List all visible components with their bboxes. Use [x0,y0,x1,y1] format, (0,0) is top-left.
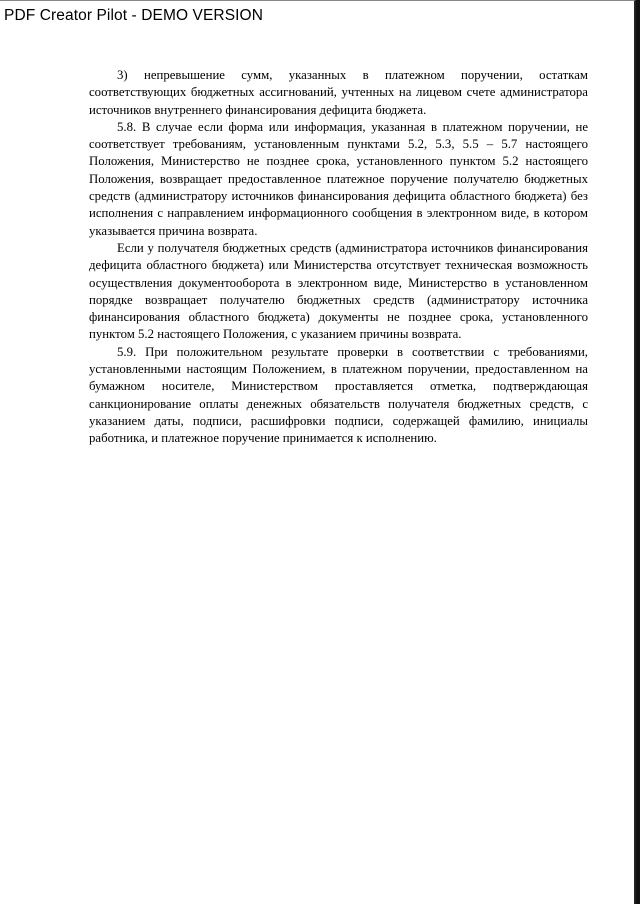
demo-watermark: PDF Creator Pilot - DEMO VERSION [4,7,263,24]
page-edge [636,0,640,904]
paragraph-5-8: 5.8. В случае если форма или информация, указанная в платежном поручении, не соответствует требованиям, установленным пунктами 5.2, 5.3, 5.5 – 5.7 настоящего Положения, Министерство не позднее срока, установленного пунктом 5.2 настоящего Положения, возвращает предоставленное платежное поручение получателю бюджетных средств (администратору источников финансирования дефицита областного бюджета) без исполнения с направлением информационного сообщения в электронном виде, в котором указывается причина возврата. [89,119,588,238]
paragraph-5-9: 5.9. При положительном результате проверки в соответствии с требованиями, установленными настоящим Положением, в платежном поручении, предоставленном на бумажном носителе, Министерством проставляется отметка, подтверждающая санкционирование оплаты денежных обязательств получателя бюджетных средств, с указанием даты, подписи, расшифровки подписи, содержащей фамилию, инициалы работника, и платежное поручение принимается к исполнению. [89,344,588,446]
paragraph-no-electronic-capability: Если у получателя бюджетных средств (администратора источников финансирования дефицита областного бюджета) или Министерства отсутствует техническая возможность осуществления документооборота в электронном виде, Министерство в установленном порядке возвращает получателю бюджетных средств (администратору источника финансирования областного бюджета) документы не позднее срока, установленного пунктом 5.2 настоящего Положения, с указанием причины возврата. [89,240,588,342]
document-body [89,67,588,448]
paragraph-item-3: 3) непревышение сумм, указанных в платежном поручении, остаткам соответствующих бюджетных ассигнований, учтенных на лицевом счете администратора источников внутреннего финансирования дефицита бюджета. [89,68,588,117]
